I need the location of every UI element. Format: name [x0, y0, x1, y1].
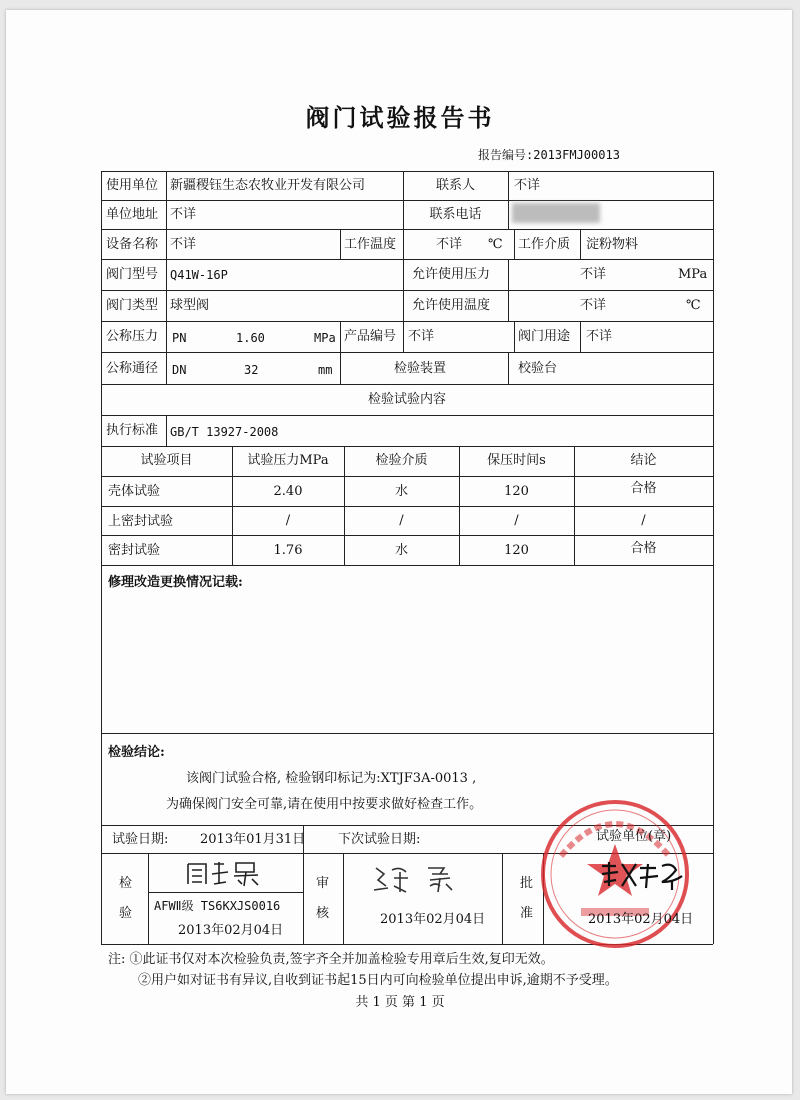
- contact-label: 联系人: [435, 178, 475, 193]
- address-value: 不详: [170, 207, 197, 222]
- test-date-value: 2013年01月31日: [200, 832, 306, 847]
- unit-value: 新疆稷钰生态农牧业开发有限公司: [170, 178, 366, 193]
- test-pressure: 2.40: [273, 484, 303, 499]
- work-temp-label: 工作温度: [344, 237, 397, 252]
- equipment-value: 不详: [170, 237, 197, 252]
- test-time: 120: [504, 543, 529, 558]
- review-label-top: 审: [316, 876, 330, 891]
- report-number: 报告编号:2013FMJ00013: [478, 148, 620, 162]
- reviewer-signature: [370, 860, 480, 896]
- standard-label: 执行标准: [106, 423, 159, 438]
- test-result: /: [641, 513, 646, 528]
- contact-value: 不详: [514, 178, 541, 193]
- pn-prefix: PN: [172, 331, 187, 345]
- dn-label: 公称通径: [106, 361, 159, 376]
- inspector-signature: [180, 858, 276, 888]
- test-pressure: 1.76: [273, 543, 303, 558]
- model-value: Q41W-16P: [170, 268, 228, 282]
- repair-label: 修理改造更换情况记载:: [108, 575, 243, 590]
- test-header-pressure: 试验压力MPa: [247, 453, 329, 468]
- inspect-label-top: 检: [119, 876, 133, 891]
- allow-temp-unit: ℃: [686, 298, 701, 313]
- review-label-bottom: 核: [316, 906, 330, 921]
- allow-temp-label: 允许使用温度: [412, 298, 491, 313]
- standard-value: GB/T 13927-2008: [170, 425, 279, 439]
- phone-label: 联系电话: [429, 207, 482, 222]
- test-header-time: 保压时间s: [487, 453, 546, 468]
- test-medium: 水: [394, 543, 408, 558]
- product-no-value: 不详: [408, 329, 435, 344]
- unit-seal-label: 试验单位(章): [596, 829, 672, 844]
- inspect-date: 2013年02月04日: [178, 923, 284, 938]
- test-header-medium: 检验介质: [375, 453, 428, 468]
- test-result: 合格: [630, 481, 657, 496]
- section-title: 检验试验内容: [367, 392, 446, 407]
- approve-label-bottom: 准: [520, 906, 534, 921]
- equipment-label: 设备名称: [106, 237, 159, 252]
- dn-prefix: DN: [172, 363, 187, 377]
- work-temp-value: 不详: [436, 237, 463, 252]
- unit-label: 使用单位: [106, 178, 159, 193]
- pn-unit: MPa: [314, 331, 336, 345]
- allow-pressure-label: 允许使用压力: [412, 267, 491, 282]
- test-header-result: 结论: [630, 453, 657, 468]
- page-info: 共 1 页 第 1 页: [355, 995, 445, 1010]
- product-no-label: 产品编号: [344, 329, 397, 344]
- test-item: 上密封试验: [108, 514, 174, 529]
- type-label: 阀门类型: [106, 298, 159, 313]
- note-1: 注: ①此证书仅对本次检验负责,签字齐全并加盖检验专用章后生效,复印无效。: [108, 952, 554, 967]
- test-item: 密封试验: [108, 543, 161, 558]
- inspector-level: AFWⅡ级 TS6KXJS0016: [154, 899, 281, 913]
- medium-label: 工作介质: [518, 237, 571, 252]
- allow-pressure-unit: MPa: [678, 267, 708, 282]
- address-label: 单位地址: [106, 207, 159, 222]
- pn-label: 公称压力: [106, 329, 159, 344]
- dn-value: 32: [244, 363, 259, 377]
- approver-signature: [596, 856, 688, 894]
- test-pressure: /: [285, 513, 291, 528]
- conclusion-line-1: 该阀门试验合格, 检验钢印标记为:XTJF3A-0013 ,: [186, 771, 477, 786]
- conclusion-label: 检验结论:: [108, 745, 165, 760]
- model-label: 阀门型号: [106, 267, 159, 282]
- approve-date: 2013年02月04日: [588, 912, 694, 927]
- usage-value: 不详: [586, 329, 613, 344]
- test-time: /: [514, 513, 519, 528]
- approve-label-top: 批: [520, 876, 534, 891]
- test-time: 120: [504, 484, 529, 499]
- review-date: 2013年02月04日: [380, 912, 486, 927]
- phone-redacted: [512, 203, 600, 223]
- device-label: 检验装置: [394, 361, 447, 376]
- test-medium: /: [399, 513, 404, 528]
- allow-temp-value: 不详: [580, 298, 607, 313]
- usage-label: 阀门用途: [518, 329, 571, 344]
- report-title: 阀门试验报告书: [305, 104, 495, 132]
- type-value: 球型阀: [170, 298, 210, 313]
- inspect-label-bottom: 验: [119, 906, 133, 921]
- test-date-label: 试验日期:: [112, 832, 169, 847]
- medium-value: 淀粉物料: [586, 237, 639, 252]
- test-medium: 水: [394, 484, 408, 499]
- conclusion-line-2: 为确保阀门安全可靠,请在使用中按要求做好检查工作。: [166, 797, 483, 812]
- test-header-item: 试验项目: [140, 453, 193, 468]
- test-item: 壳体试验: [108, 484, 161, 499]
- pn-value: 1.60: [236, 331, 265, 345]
- device-value: 校验台: [518, 361, 558, 376]
- work-temp-unit: ℃: [488, 237, 503, 252]
- allow-pressure-value: 不详: [580, 267, 607, 282]
- dn-unit: mm: [318, 363, 333, 377]
- test-result: 合格: [630, 541, 657, 556]
- next-date-label: 下次试验日期:: [338, 832, 421, 847]
- note-2: ②用户如对证书有异议,自收到证书起15日内可向检验单位提出申诉,逾期不予受理。: [138, 973, 618, 988]
